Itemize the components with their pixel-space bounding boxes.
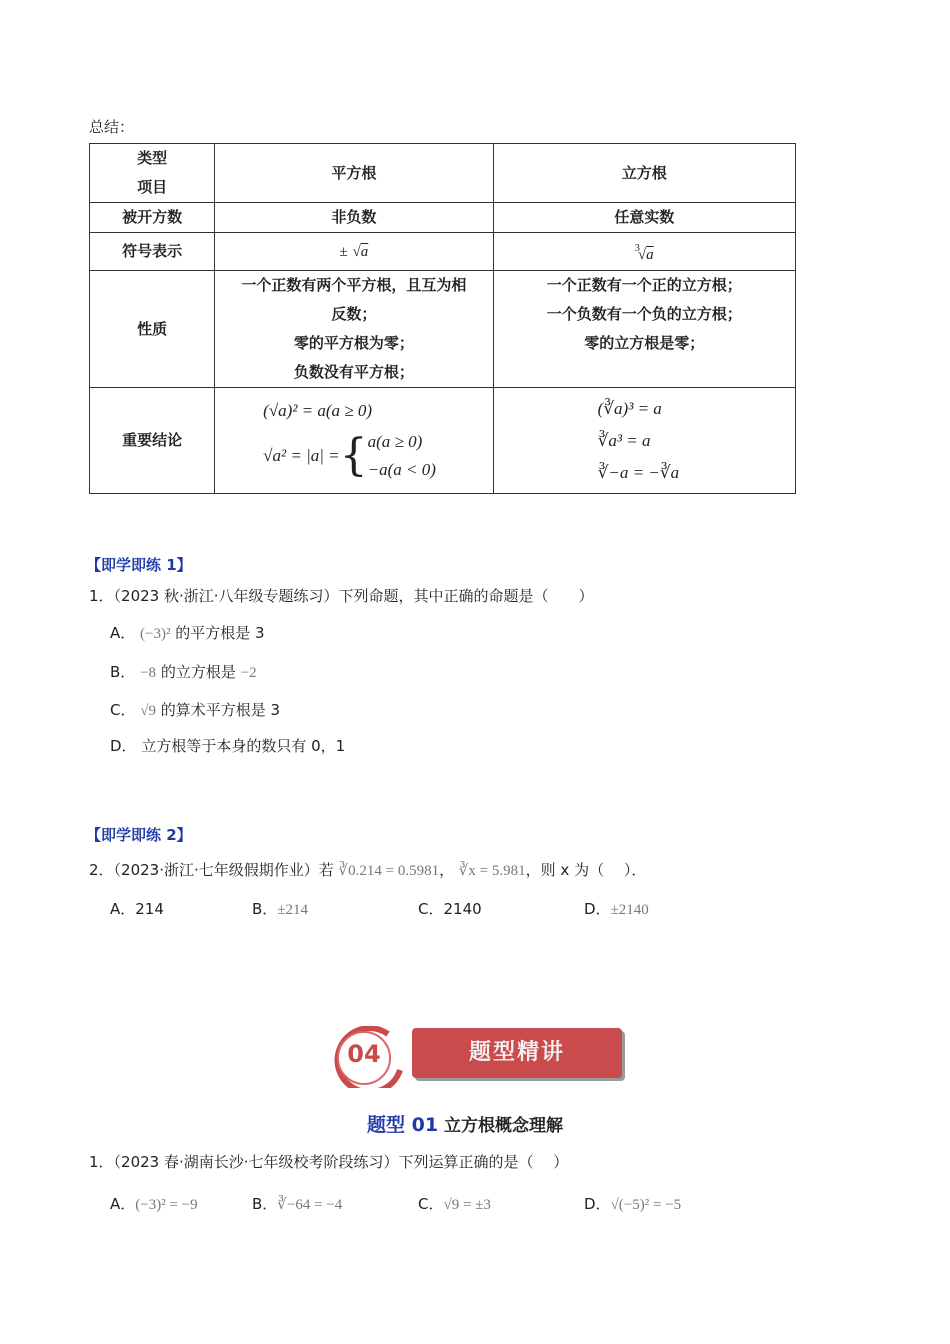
formula-cube-3: ∛−a = −∛a: [597, 462, 680, 482]
header-item-label: 项目: [137, 178, 168, 196]
radicand-var: a: [646, 246, 654, 263]
radical-sign: √: [637, 246, 647, 263]
question1-option-a[interactable]: [110, 1193, 198, 1214]
practice1-question: 1．（2023 秋·浙江·八年级专题练习）下列命题，其中正确的命题是（ ）: [89, 587, 594, 605]
option-letter: A．: [110, 1195, 136, 1213]
property-line: 零的平方根为零；: [293, 334, 414, 352]
option-value: ±2140: [610, 902, 649, 918]
option-letter: C．: [418, 900, 444, 918]
practice1-option-c[interactable]: [110, 699, 280, 720]
header-corner-cell: [90, 144, 215, 203]
summary-label: 总结：: [89, 118, 135, 136]
cube-index: 3: [634, 242, 640, 254]
option-letter: D．: [584, 1195, 611, 1213]
table-row-radicand: [90, 203, 796, 233]
option-letter: A．: [110, 624, 136, 642]
section-banner: 题型精讲: [412, 1028, 622, 1078]
practice2-title: 【即学即练 2】: [86, 826, 192, 844]
table-row-conclusion: [90, 388, 796, 494]
property-line: 反数；: [331, 305, 377, 323]
case-neg: −a(a < 0): [367, 459, 436, 479]
practice1-option-b[interactable]: [110, 661, 257, 682]
symbol-cube: [493, 233, 795, 271]
symbol-label: 符号表示: [90, 233, 215, 271]
plus-minus-sign: ±: [339, 243, 348, 260]
option-expr: √(−5)² = −5: [610, 1197, 682, 1213]
option-expr: √9 = ±3: [443, 1197, 491, 1213]
table-row-property: [90, 271, 796, 388]
question1-text: 1．（2023 春·湖南长沙·七年级校考阶段练习）下列运算正确的是（ ）: [89, 1153, 569, 1171]
option-expr: (−3)² = −9: [135, 1197, 198, 1213]
property-cube: [493, 271, 795, 388]
given-expression-2: ∛x = 5.981: [458, 863, 526, 879]
symbol-square: [215, 233, 493, 271]
option-text: 的平方根是 3: [175, 624, 265, 642]
option-letter: A．: [110, 900, 136, 918]
conclusion-cube: [493, 388, 795, 494]
formula-cube-2: ∛a³ = a: [597, 430, 651, 450]
option-math: −8: [140, 665, 157, 681]
topic-title: 立方根概念理解: [443, 1116, 563, 1136]
practice2-option-c[interactable]: [418, 898, 482, 919]
radical-sign: √: [352, 243, 361, 260]
question1-option-d[interactable]: [584, 1193, 681, 1214]
practice1-option-a[interactable]: [110, 622, 265, 643]
conclusion-label: 重要结论: [90, 388, 215, 494]
option-value: ±214: [277, 902, 309, 918]
option-letter: C．: [418, 1195, 444, 1213]
practice1-option-d[interactable]: [110, 735, 345, 756]
option-text: 的算术平方根是 3: [160, 701, 281, 719]
formula-cube-1: (∛a)³ = a: [597, 398, 662, 418]
separator: ，: [439, 861, 455, 879]
practice1-title: 【即学即练 1】: [86, 556, 192, 574]
option-letter: B．: [252, 900, 278, 918]
formula-square-1: (√a)² = a(a ≥ 0): [263, 400, 373, 420]
radicand-cube: 任意实数: [493, 203, 795, 233]
property-line: 零的立方根是零；: [584, 334, 705, 352]
topic-prefix: 题型 01: [367, 1114, 439, 1136]
radicand-square: 非负数: [215, 203, 493, 233]
property-label: 性质: [90, 271, 215, 388]
option-text: 立方根等于本身的数只有 0，1: [141, 737, 346, 755]
header-cube-root: 立方根: [493, 144, 795, 203]
property-line: 一个正数有一个正的立方根；: [546, 276, 742, 294]
practice2-option-d[interactable]: [584, 898, 649, 919]
property-line: 负数没有平方根；: [293, 363, 414, 381]
question1-option-b[interactable]: [252, 1193, 342, 1214]
table-header-row: [90, 144, 796, 203]
option-letter: B．: [110, 663, 136, 681]
conclusion-square: [215, 388, 493, 494]
option-math: √9: [140, 703, 156, 719]
radicand-label: 被开方数: [90, 203, 215, 233]
header-type-label: 类型: [137, 149, 168, 167]
option-letter: D．: [584, 900, 611, 918]
practice2-question: [89, 859, 646, 880]
option-math: (−3)²: [140, 626, 171, 642]
header-square-root: 平方根: [215, 144, 493, 203]
option-letter: C．: [110, 701, 136, 719]
option-value: 214: [135, 900, 164, 918]
option-expr: ∛−64 = −4: [277, 1197, 343, 1213]
property-square: [215, 271, 493, 388]
question1-option-c[interactable]: [418, 1193, 491, 1214]
property-line: 一个负数有一个负的立方根；: [546, 305, 742, 323]
case-nonneg: a(a ≥ 0): [367, 431, 423, 451]
brace-icon: {: [339, 429, 368, 481]
question-prefix: 2．（2023·浙江·七年级假期作业）若: [89, 861, 334, 879]
topic-heading: [367, 1110, 563, 1137]
summary-table: [89, 143, 796, 494]
table-row-symbol: [90, 233, 796, 271]
option-value: 2140: [443, 900, 482, 918]
given-expression-1: ∛0.214 = 0.5981: [338, 863, 440, 879]
practice2-option-a[interactable]: [110, 898, 164, 919]
property-line: 一个正数有两个平方根，且互为相: [241, 276, 467, 294]
option-math: −2: [240, 665, 257, 681]
formula-square-2: √a² = |a| =: [263, 446, 340, 465]
option-letter: B．: [252, 1195, 278, 1213]
question-suffix: ，则 x 为（ ）．: [525, 861, 647, 879]
radicand-var: a: [360, 243, 369, 260]
section-number-badge: [326, 1026, 406, 1088]
section-number: 04: [347, 1040, 381, 1068]
option-letter: D．: [110, 737, 137, 755]
practice2-option-b[interactable]: [252, 898, 308, 919]
option-text: 的立方根是: [160, 663, 236, 681]
